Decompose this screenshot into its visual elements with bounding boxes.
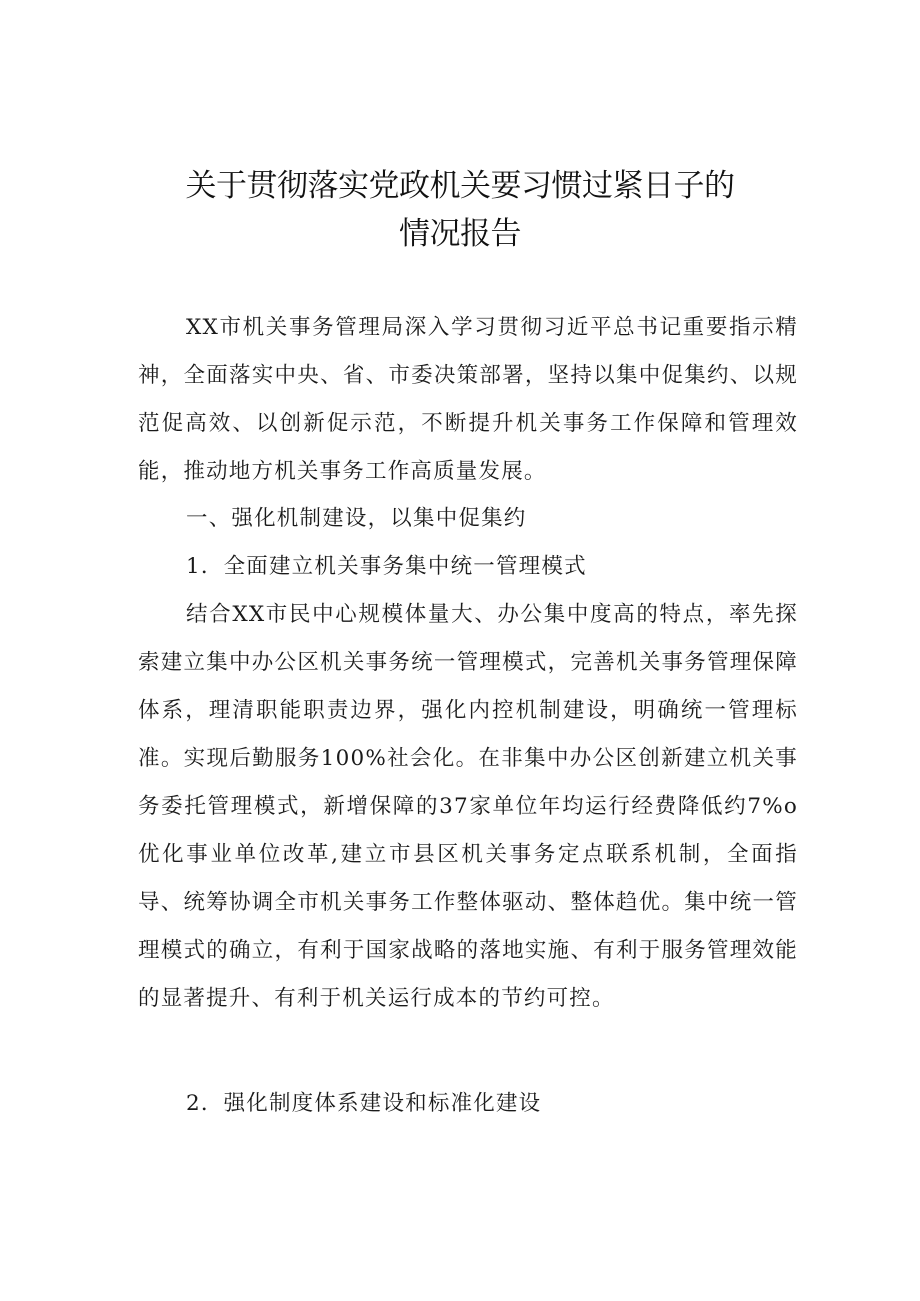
document-title-line-1: 关于贯彻落实党政机关要习惯过紧日子的 [185, 168, 735, 204]
subsection-1-heading: 1．全面建立机关事务集中统一管理模式 [186, 554, 587, 579]
subsection-1-heading-block [138, 543, 798, 591]
section-1-heading-block [138, 495, 798, 543]
section-1-heading: 一、强化机制建设，以集中促集约 [186, 506, 527, 531]
intro-paragraph: XX市机关事务管理局深入学习贯彻习近平总书记重要指示精神，全面落实中央、省、市委决策部署，坚持以集中促集约、以规范促高效、以创新促示范，不断提升机关事务工作保障和管理效能，推动地方机关事务工作高质量发展。 [138, 315, 798, 484]
subsection-1-paragraph: 结合XX市民中心规模体量大、办公集中度高的特点，率先探索建立集中办公区机关事务统一管理模式，完善机关事务管理保障体系，理清职能职责边界，强化内控机制建设，明确统一管理标准。实现后勤服务100%社会化。在非集中办公区创新建立机关事务委托管理模式，新增保障的37家单位年均运行经费降低约7%o优化事业单位改革,建立市县区机关事务定点联系机制，全面指导、统筹协调全市机关事务工作整体驱动、整体趋优。集中统一管理模式的确立，有利于国家战略的落地实施、有利于服务管理效能的显著提升、有利于机关运行成本的节约可控。 [138, 602, 798, 1011]
subsection-1-body-block [138, 591, 798, 1023]
subsection-2-heading-block [138, 1080, 798, 1128]
document-title-line-2: 情况报告 [399, 216, 521, 252]
subsection-2-heading: 2．强化制度体系建设和标准化建设 [186, 1091, 542, 1116]
intro-paragraph-block [138, 304, 798, 496]
